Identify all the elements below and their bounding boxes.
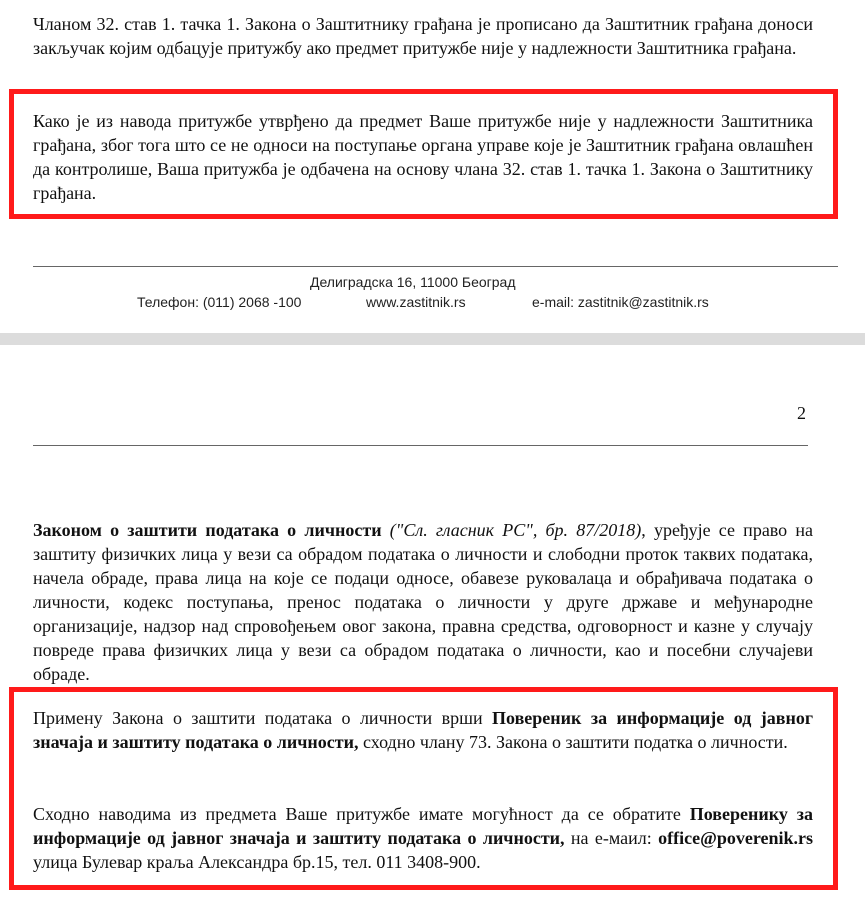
law-body: , уређује се право на заштиту физичких лица у вези са обрадом података о личности и слободни проток таквих података, начела обраде, права лица на које се подаци односе, обавезе руковалаца и обрађивача података о личности, кодекс поступања, пренос података о личности у друге државе и међународне организације, надзор над спровођењем овог закона, правна средства, одговорност и казне у случају повреде права физичких лица у вези са обрадом података о личности, као и посебни случајеви обраде. xyxy=(33,520,813,684)
law-paragraph xyxy=(33,518,813,686)
intro-paragraph: Чланом 32. став 1. тачка 1. Закона о Заштитнику грађана је прописано да Заштитник грађана доноси закључак којим одбацује притужбу ако предмет притужбе није у надлежности Заштитника грађана. xyxy=(33,14,813,58)
contact-text-b: на е-маил: xyxy=(564,828,659,848)
page-number: 2 xyxy=(797,403,806,423)
document-page-1 xyxy=(0,0,865,333)
commissioner-email: office@poverenik.rs xyxy=(658,828,814,848)
footer-divider xyxy=(33,266,838,267)
contact-text-a: Сходно наводима из предмета Ваше притужбе имате могућност да се обратите xyxy=(33,804,690,824)
commissioner-text-a: Примену Закона о заштити података о личности врши xyxy=(33,708,493,728)
rejection-paragraph: Како је из навода притужбе утврђено да предмет Ваше притужбе није у надлежности Заштитника грађана, због тога што се не односи на поступање органа управе које је Заштитник грађана овлашћен да контролише, Ваша притужба је одбачена на основу члана 32. став 1. тачка 1. Закона о Заштитнику грађана. xyxy=(33,111,813,203)
law-gazette-reference: ("Сл. гласник РС", бр. 87/2018) xyxy=(389,520,642,540)
document-page-2 xyxy=(0,345,865,904)
commissioner-paragraph xyxy=(33,706,813,754)
commissioner-name: Повереник за информације од јавног значаја и заштиту података о личности, xyxy=(33,708,813,752)
commissioner-name-dative: Поверенику за информације од јавног значаја и заштиту података о личности, xyxy=(33,804,814,848)
footer-phone: Телефон: (011) 2068 -100 xyxy=(137,294,302,310)
law-title: Законом о заштити података о личности xyxy=(33,520,382,540)
page-separator xyxy=(0,333,865,345)
footer-address: Делиградска 16, 11000 Београд xyxy=(310,274,516,290)
header-divider xyxy=(33,445,808,446)
commissioner-text-b: сходно члану 73. Закона о заштити податка о личности. xyxy=(358,732,788,752)
contact-paragraph xyxy=(33,802,813,874)
footer-email: e-mail: zastitnik@zastitnik.rs xyxy=(532,294,709,310)
footer-website: www.zastitnik.rs xyxy=(366,294,466,310)
contact-address: улица Булевар краља Александра бр.15, тел. 011 3408-900. xyxy=(33,852,481,872)
